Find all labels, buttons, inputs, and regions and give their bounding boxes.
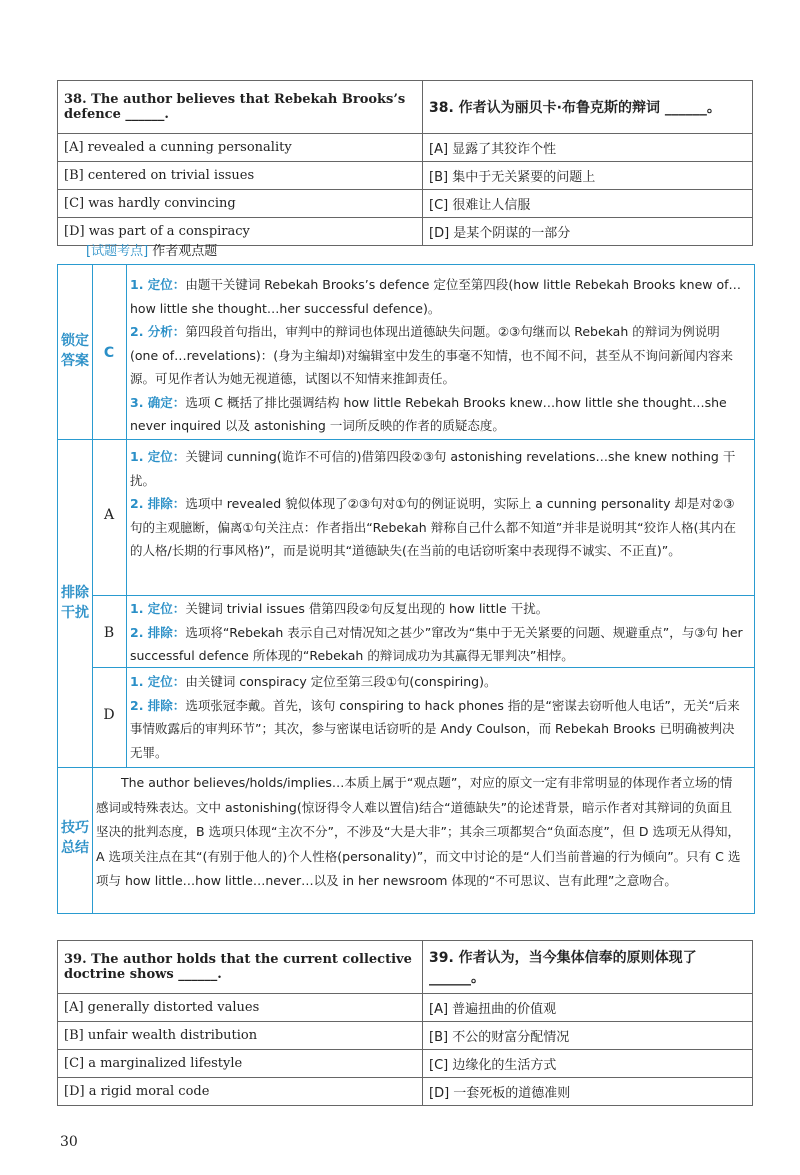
page-number: 30: [60, 1134, 78, 1150]
exclude-label: 排除 干扰: [61, 585, 89, 621]
q38-option-b-cn: [B] 集中于无关紧要的问题上: [423, 162, 753, 190]
question-39-table: [57, 940, 753, 1106]
exclude-b-option: B: [103, 625, 115, 641]
exclude-b-text: 1. 定位：关键词 trivial issues 借第四段②句反复出现的 how little 干扰。 2. 排除：选项将“Rebekah 表示自己对情况知之甚少”窜改为“集中于无关紧要的问题、规避重点”，与③句 her successful defence 所体现的“Rebekah 的辩词成功为其赢得无罪判决”相悖。: [130, 601, 743, 663]
q38-option-c-en: [C] was hardly convincing: [58, 190, 423, 218]
q38-stem-cn: 38. 作者认为丽贝卡·布鲁克斯的辩词 ______。: [423, 81, 753, 134]
q38-option-d-en: [D] was part of a conspiracy: [58, 218, 423, 246]
option-column-divider: [126, 265, 127, 767]
q39-option-a-cn: [A] 普遍扭曲的价值观: [423, 994, 753, 1022]
q38-option-a-cn: [A] 显露了其狡诈个性: [423, 134, 753, 162]
exclude-d-option: D: [103, 707, 115, 723]
answer-option: C: [103, 345, 115, 361]
exclude-d-divider: [92, 667, 754, 668]
answer-text: 1. 定位：由题干关键词 Rebekah Brooks’s defence 定位至第四段(how little Rebekah Brooks knew of…how little she thought…her successful defence)。 2. 分析：第四段首句指出，审判中的辩词也体现出道德缺失问题。②③句继而以 Rebekah 的辩词为例说明(one of…revelations)：(身为主编却)对编辑室中发生的事毫不知情，也不闻不问，甚至从不询问新闻内容来源。可见作者认为她无视道德，试图以不知情来推卸责任。 3. 确定：选项 C 概括了排比强调结构 how little Rebekah Brooks knew…how little she thought…she never inquired 以及 astonishing 一词所反映的作者的质疑态度。: [130, 277, 742, 433]
q39-option-c-cn: [C] 边缘化的生活方式: [423, 1050, 753, 1078]
test-point-text: 作者观点题: [152, 244, 218, 259]
exclude-a-option: A: [103, 507, 115, 523]
question-38-table: [57, 80, 753, 246]
summary-divider: [58, 767, 754, 768]
summary-label: 技巧 总结: [61, 820, 89, 856]
q38-option-c-cn: [C] 很难让人信服: [423, 190, 753, 218]
q39-option-d-cn: [D] 一套死板的道德准则: [423, 1078, 753, 1106]
q39-option-d-en: [D] a rigid moral code: [58, 1078, 423, 1106]
q39-option-b-cn: [B] 不公的财富分配情况: [423, 1022, 753, 1050]
analysis-box: [57, 264, 755, 914]
q39-stem-cn: 39. 作者认为，当今集体信奉的原则体现了 ______。: [423, 941, 753, 994]
q39-option-b-en: [B] unfair wealth distribution: [58, 1022, 423, 1050]
q39-option-c-en: [C] a marginalized lifestyle: [58, 1050, 423, 1078]
q38-stem-en: 38. The author believes that Rebekah Brooks’s defence ______.: [58, 81, 423, 134]
test-point-tag: [试题考点]: [86, 244, 149, 259]
q38-option-b-en: [B] centered on trivial issues: [58, 162, 423, 190]
test-point: [86, 240, 217, 259]
answer-label: 锁定 答案: [61, 333, 89, 369]
exclude-d-text: 1. 定位：由关键词 conspiracy 定位至第三段①句(conspiring)。 2. 排除：选项张冠李戴。首先，该句 conspiring to hack phones 指的是“密谋去窃听他人电话”，无关“后来事情败露后的审判环节”；其次，参与密谋电话窃听的是 Andy Coulson，而 Rebekah Brooks 已明确被判决无罪。: [130, 674, 740, 760]
exclude-a-text: 1. 定位：关键词 cunning(诡诈不可信的)借第四段②③句 astonishing revelations…she knew nothing 干扰。 2. 排除：选项中 revealed 貌似体现了②③句对①句的例证说明，实际上 a cunning personality 却是对②③句的主观臆断，偏离①句关注点：作者指出“Rebekah 辩称自己什么都不知道”并非是说明其“狡诈人格(其内在的人格/长期的行事风格)”，而是说明其“道德缺失(在当前的电话窃听案中表现得不诚实、不正直)”。: [130, 449, 737, 558]
exclude-b-divider: [92, 595, 754, 596]
summary-label-divider: [92, 767, 93, 913]
q39-option-a-en: [A] generally distorted values: [58, 994, 423, 1022]
q38-option-a-en: [A] revealed a cunning personality: [58, 134, 423, 162]
q39-stem-en: 39. The author holds that the current collective doctrine shows ______.: [58, 941, 423, 994]
q38-option-d-cn: [D] 是某个阴谋的一部分: [423, 218, 753, 246]
exclude-divider: [58, 439, 754, 440]
summary-text: The author believes/holds/implies…本质上属于“观点题”，对应的原文一定有非常明显的体现作者立场的情感词或特殊表达。文中 astonishing(惊讶得令人难以置信)结合“道德缺失”的论述背景，暗示作者对其辩词的负面且坚决的批判态度，B 选项只体现“主次不分”，不涉及“大是大非”；其余三项都契合“负面态度”，但 D 选项无从得知，A 选项关注点在其“(有别于他人的)个人性格(personality)”，而文中讨论的是“人们当前普遍的行为倾向”。只有 C 选项与 how little…how little…never…以及 in her newsroom 体现的“不可思议、岂有此理”之意吻合。: [96, 775, 741, 888]
